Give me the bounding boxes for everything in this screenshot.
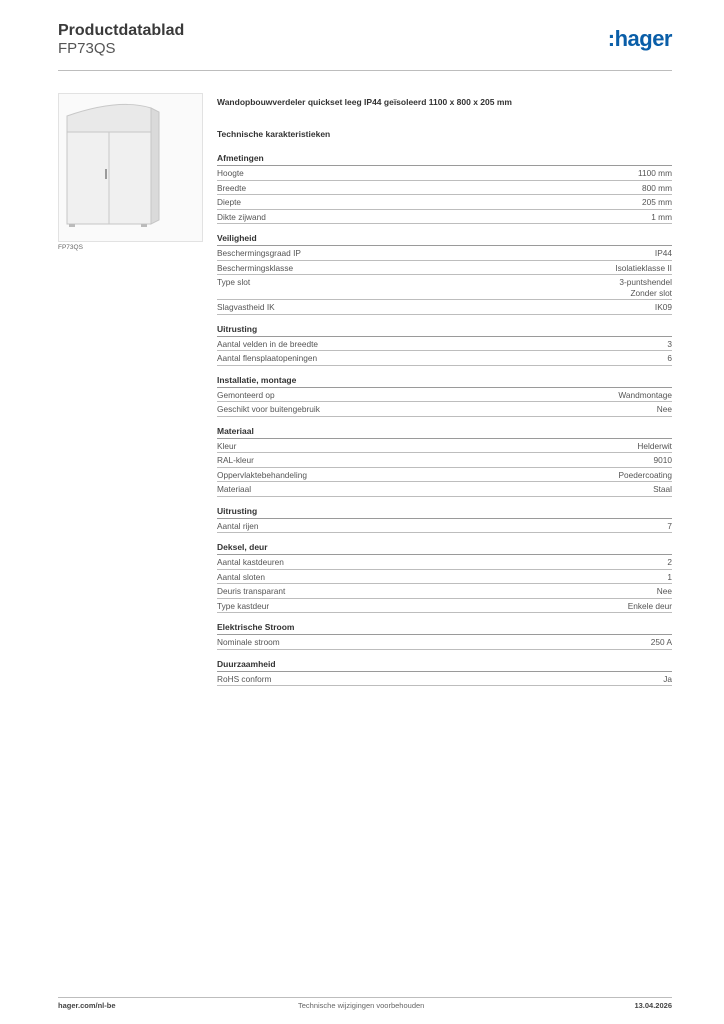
spec-section — [217, 658, 672, 687]
section-title: Materiaal — [217, 425, 672, 439]
spec-section — [217, 425, 672, 497]
spec-value: 205 mm — [642, 197, 672, 207]
spec-label: Geschikt voor buitengebruik — [217, 404, 320, 414]
spec-row — [217, 388, 672, 403]
spec-row — [217, 337, 672, 352]
spec-value: 1 mm — [651, 211, 672, 222]
spec-value: Ja — [663, 673, 672, 684]
spec-label: RAL-kleur — [217, 455, 254, 465]
spec-row — [217, 635, 672, 650]
spec-row — [217, 570, 672, 585]
spec-section — [217, 621, 672, 650]
section-title: Veiligheid — [217, 232, 672, 246]
spec-label: Aantal velden in de breedte — [217, 338, 319, 349]
spec-value: 1100 mm — [638, 168, 672, 178]
spec-section — [217, 323, 672, 366]
product-code: FP73QS — [58, 40, 116, 57]
footer-website[interactable]: hager.com/nl-be — [58, 1001, 116, 1010]
product-image — [58, 93, 203, 242]
spec-row — [217, 439, 672, 454]
spec-label: Deuris transparant — [217, 586, 286, 596]
spec-label: Beschermingsklasse — [217, 262, 294, 273]
spec-content — [217, 96, 672, 686]
hager-logo: :hager — [607, 26, 672, 51]
spec-label: Type kastdeur — [217, 600, 270, 611]
section-title: Installatie, montage — [217, 374, 672, 388]
section-title: Deksel, deur — [217, 541, 672, 555]
spec-value: 9010 — [653, 455, 672, 465]
spec-row — [217, 453, 672, 468]
spec-row — [217, 584, 672, 599]
spec-row — [217, 672, 672, 687]
spec-label: RoHS conform — [217, 673, 272, 684]
spec-value: 250 A — [650, 637, 672, 647]
spec-section — [217, 152, 672, 224]
spec-value: IK09 — [654, 302, 672, 312]
section-title: Afmetingen — [217, 152, 672, 166]
spec-row — [217, 599, 672, 614]
spec-value: 6 — [667, 353, 672, 363]
spec-row — [217, 468, 672, 483]
spec-label: Aantal rijen — [217, 520, 259, 531]
spec-value: Staal — [653, 484, 672, 494]
spec-label: Beschermingsgraad IP — [217, 248, 301, 258]
spec-section — [217, 374, 672, 417]
page-footer — [58, 997, 672, 1010]
spec-row — [217, 351, 672, 366]
spec-value: 3 — [667, 338, 672, 349]
spec-value: Enkele deur — [627, 600, 672, 611]
spec-label: Type slot — [217, 277, 251, 287]
spec-row — [217, 166, 672, 181]
spec-value: Helderwit — [637, 440, 672, 451]
spec-row — [217, 210, 672, 225]
spec-label: Materiaal — [217, 484, 252, 494]
product-name: Wandopbouwverdeler quickset leeg IP44 geïsoleerd 1100 x 800 x 205 mm — [217, 97, 512, 107]
section-title: Duurzaamheid — [217, 658, 672, 672]
spec-label: Nominale stroom — [217, 637, 280, 647]
section-title: Elektrische Stroom — [217, 621, 672, 635]
spec-label: Breedte — [217, 182, 247, 193]
spec-label: Oppervlaktebehandeling — [217, 469, 307, 480]
spec-label: Gemonteerd op — [217, 389, 275, 400]
spec-value: 800 mm — [642, 182, 672, 193]
spec-label: Diepte — [217, 197, 241, 207]
spec-value: Nee — [656, 586, 672, 596]
page-title: Productdatablad — [58, 22, 185, 39]
spec-value: IP44 — [654, 248, 672, 258]
spec-label: Slagvastheid IK — [217, 302, 275, 312]
spec-value: 7 — [667, 520, 672, 531]
spec-label: Aantal kastdeuren — [217, 557, 284, 567]
spec-sections — [217, 152, 672, 686]
page-header — [58, 20, 672, 71]
spec-label: Aantal sloten — [217, 571, 265, 582]
footer-date: 13.04.2026 — [634, 1001, 672, 1010]
spec-value: Poedercoating — [618, 469, 672, 480]
tech-heading: Technische karakteristieken — [217, 129, 331, 139]
spec-label: Kleur — [217, 440, 237, 451]
spec-row — [217, 402, 672, 417]
spec-label: Hoogte — [217, 168, 244, 178]
spec-value: 1 — [667, 571, 672, 582]
spec-section — [217, 505, 672, 534]
spec-row — [217, 555, 672, 570]
footer-disclaimer: Technische wijzigingen voorbehouden — [298, 1001, 425, 1010]
spec-label: Aantal flensplaatopeningen — [217, 353, 318, 363]
spec-label: Dikte zijwand — [217, 211, 266, 222]
spec-row — [217, 261, 672, 276]
section-title: Uitrusting — [217, 323, 672, 337]
spec-value: Nee — [656, 404, 672, 414]
section-title: Uitrusting — [217, 505, 672, 519]
spec-row — [217, 275, 672, 300]
spec-value: Isolatieklasse II — [615, 262, 672, 273]
spec-row — [217, 246, 672, 261]
spec-section — [217, 541, 672, 613]
spec-value: 2 — [667, 557, 672, 567]
spec-row — [217, 181, 672, 196]
spec-value: Wandmontage — [618, 389, 672, 400]
spec-row — [217, 519, 672, 534]
spec-section — [217, 232, 672, 315]
spec-row — [217, 300, 672, 315]
spec-value: 3-puntshendel Zonder slot — [619, 277, 672, 298]
spec-row — [217, 195, 672, 210]
spec-row — [217, 482, 672, 497]
image-caption: FP73QS — [58, 244, 83, 251]
